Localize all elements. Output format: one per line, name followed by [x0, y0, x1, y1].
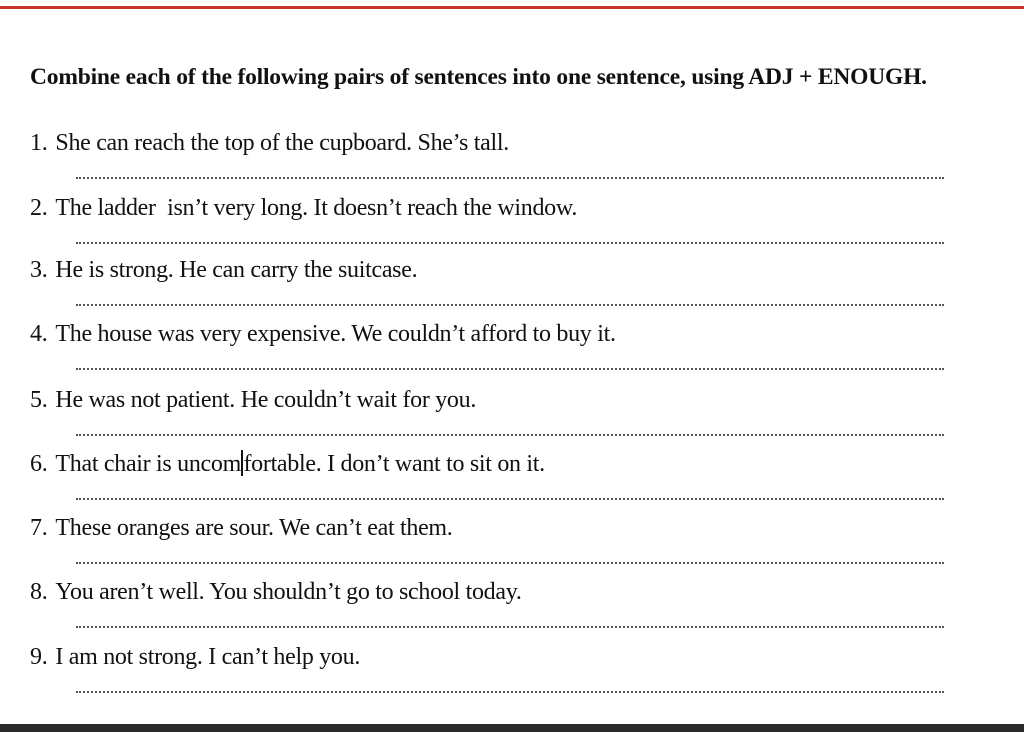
exercise-text: These oranges are sour. We can’t eat them.: [55, 515, 453, 541]
exercise-item-9: [30, 642, 990, 706]
exercise-sentence: [30, 642, 360, 672]
answer-line[interactable]: [76, 498, 944, 500]
exercise-item-6: [30, 449, 990, 513]
exercise-sentence: [30, 128, 509, 158]
exercise-sentence: [30, 255, 417, 285]
exercise-text: He was not patient. He couldn’t wait for you.: [55, 387, 477, 413]
exercise-number: 6.: [30, 451, 48, 477]
exercise-number: 7.: [30, 515, 48, 541]
exercise-item-5: [30, 385, 990, 449]
exercise-sentence: [30, 319, 616, 349]
answer-line[interactable]: [76, 691, 944, 693]
exercise-number: 8.: [30, 579, 48, 605]
answer-line[interactable]: [76, 626, 944, 628]
exercise-text: The house was very expensive. We couldn’t afford to buy it.: [55, 321, 616, 347]
exercise-number: 4.: [30, 321, 48, 347]
exercise-item-7: [30, 513, 990, 577]
exercise-text: He is strong. He can carry the suitcase.: [55, 257, 418, 283]
exercise-item-3: [30, 255, 990, 319]
exercise-text: She can reach the top of the cupboard. She’s tall.: [55, 130, 509, 156]
exercise-text: The ladder isn’t very long. It doesn’t reach the window.: [55, 195, 578, 221]
exercise-item-2: [30, 193, 990, 257]
answer-line[interactable]: [76, 368, 944, 370]
exercise-sentence: [30, 385, 476, 415]
exercise-sentence: [30, 577, 522, 607]
exercise-text: You aren’t well. You shouldn’t go to school today.: [55, 579, 522, 605]
exercise-number: 2.: [30, 195, 48, 221]
bottom-dark-bar: [0, 724, 1024, 732]
exercise-sentence: [30, 449, 545, 479]
answer-line[interactable]: [76, 434, 944, 436]
exercise-instruction: Combine each of the following pairs of sentences into one sentence, using ADJ + ENOUGH.: [30, 64, 927, 90]
answer-line[interactable]: [76, 562, 944, 564]
exercise-number: 5.: [30, 387, 48, 413]
exercise-item-1: [30, 128, 990, 192]
exercise-text-before-caret: That chair is uncom: [55, 451, 241, 477]
top-red-rule: [0, 6, 1024, 9]
exercise-number: 9.: [30, 644, 48, 670]
exercise-text-after-caret: fortable. I don’t want to sit on it.: [243, 451, 545, 477]
exercise-text: I am not strong. I can’t help you.: [55, 644, 361, 670]
exercise-number: 3.: [30, 257, 48, 283]
exercise-number: 1.: [30, 130, 48, 156]
exercise-sentence: [30, 193, 577, 223]
exercise-sentence: [30, 513, 453, 543]
exercise-item-8: [30, 577, 990, 641]
answer-line[interactable]: [76, 177, 944, 179]
answer-line[interactable]: [76, 242, 944, 244]
exercise-item-4: [30, 319, 990, 383]
answer-line[interactable]: [76, 304, 944, 306]
